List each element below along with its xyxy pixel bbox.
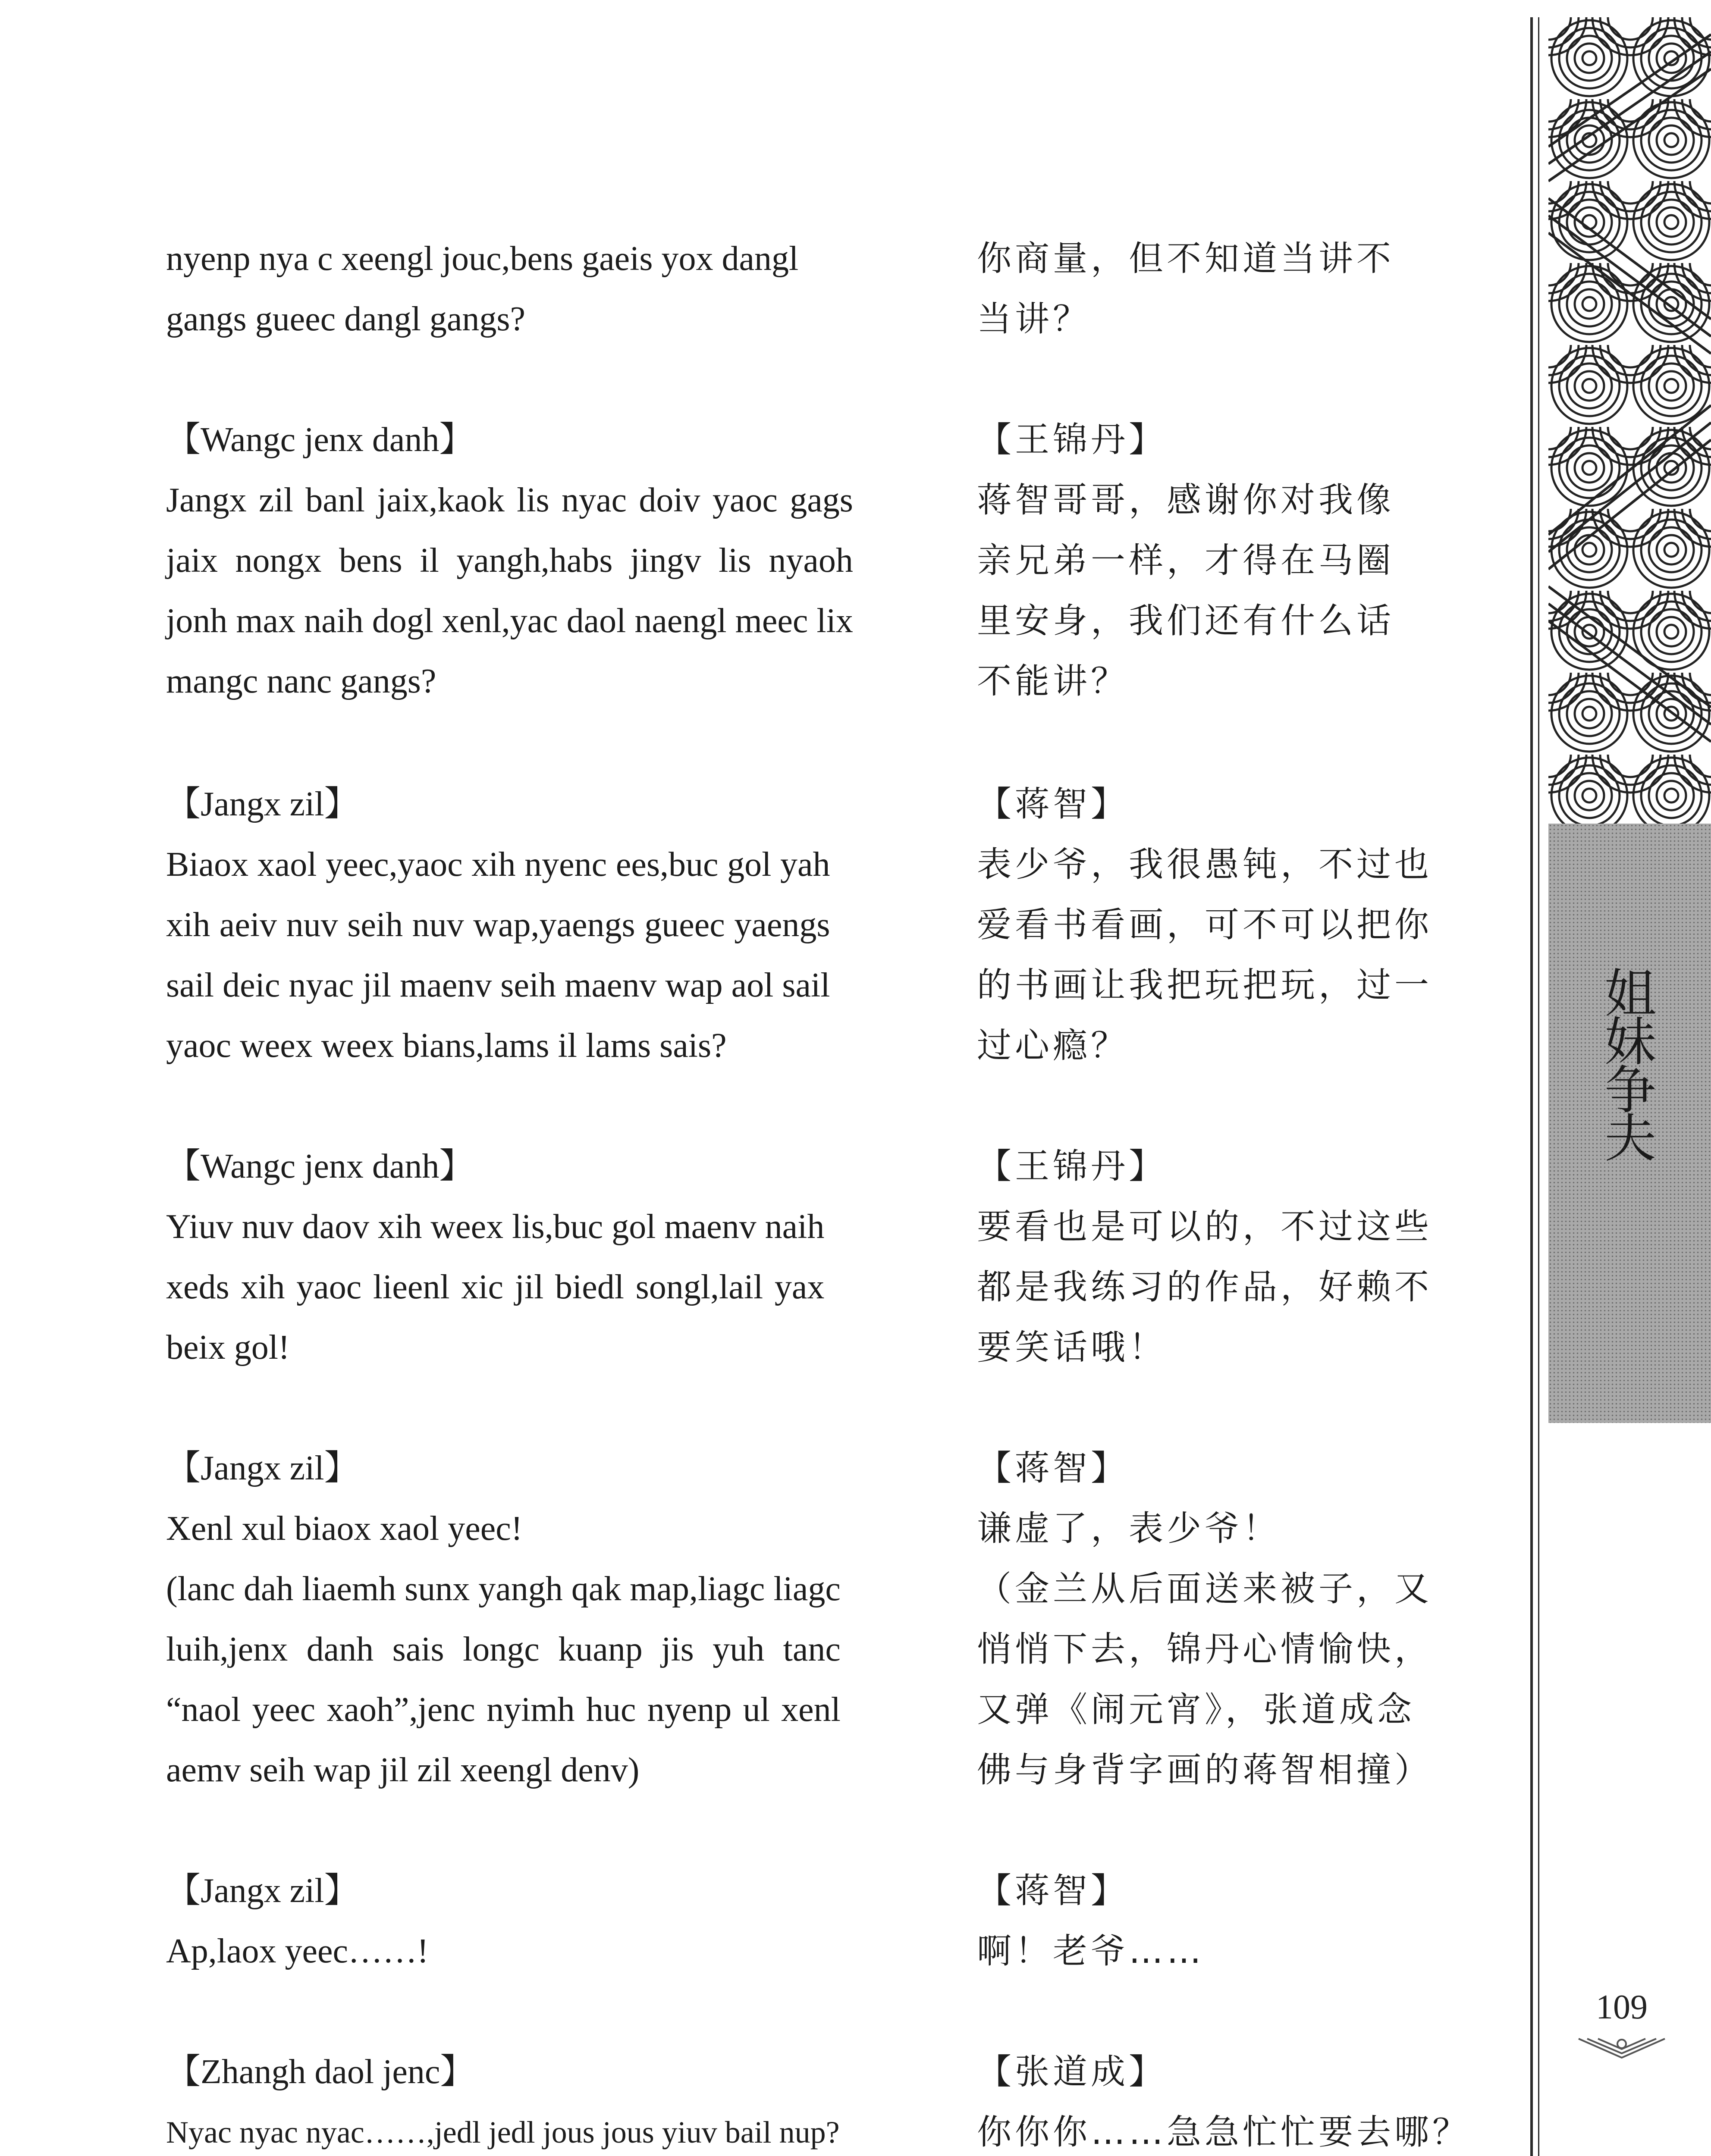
speaker-label: 【张道成】 — [977, 2052, 1167, 2092]
dong-paragraph-7 — [166, 2042, 840, 2156]
title-char: 争 — [1604, 1061, 1656, 1121]
speaker-label: 【Zhangh daol jenc】 — [166, 2053, 475, 2091]
text-line: 爱看书看画，可不可以把你 — [977, 905, 1432, 945]
speaker-label: 【蒋智】 — [977, 784, 1129, 824]
text-line: 啊！老爷…… — [977, 1931, 1205, 1971]
chinese-paragraph-3 — [977, 774, 1432, 1076]
title-char: 妹 — [1604, 1012, 1656, 1072]
text-line: yaoc weex weex bians,lams il lams sais? — [166, 1027, 727, 1065]
text-line: Biaox xaol yeec,yaoc xih nyenc ees,buc gol yah — [166, 846, 830, 884]
dong-paragraph-2 — [166, 410, 853, 711]
text-line: 又弹《闹元宵》，张道成念 — [977, 1689, 1415, 1730]
border-line — [1538, 17, 1539, 2156]
text-line: 亲兄弟一样，才得在马圈 — [977, 540, 1394, 580]
speaker-label: 【Jangx zil】 — [166, 1449, 359, 1487]
dong-paragraph-3 — [166, 774, 830, 1076]
dong-paragraph-5 — [166, 1438, 841, 1800]
speaker-label: 【王锦丹】 — [977, 1146, 1167, 1186]
chinese-paragraph-1 — [977, 229, 1394, 349]
text-line: 你商量，但不知道当讲不 — [977, 238, 1394, 279]
border-line — [1530, 17, 1533, 2156]
text-line: 佛与身背字画的蒋智相撞） — [977, 1750, 1432, 1790]
text-line: xih aeiv nuv seih nuv wap,yaengs gueec yaengs — [166, 906, 830, 944]
text-line: 你你你……急急忙忙要去哪？ — [977, 2112, 1470, 2152]
text-line: 悄悄下去，锦丹心情愉快， — [977, 1629, 1432, 1669]
title-char: 姐 — [1604, 964, 1656, 1024]
text-line: aemv seih wap jil zil xeengl denv) — [166, 1751, 640, 1789]
speaker-label: 【蒋智】 — [977, 1871, 1129, 1911]
chinese-paragraph-2 — [977, 410, 1394, 711]
chinese-paragraph-4 — [977, 1136, 1432, 1378]
text-line: （金兰从后面送来被子，又 — [977, 1569, 1432, 1609]
text-line: 要笑话哦！ — [977, 1327, 1167, 1367]
speaker-label: 【Jangx zil】 — [166, 785, 359, 823]
text-line: beix gol! — [166, 1329, 290, 1366]
text-line: 的书画让我把玩把玩，过一 — [977, 965, 1432, 1005]
chinese-paragraph-7 — [977, 2042, 1470, 2156]
text-line: luih,jenx danh sais longc kuanp jis yuh tanc — [166, 1630, 841, 1668]
text-line: Xenl xul biaox xaol yeec! — [166, 1510, 523, 1548]
text-line: Yiuv nuv daov xih weex lis,buc gol maenv naih — [166, 1208, 825, 1246]
text-line: Nyac nyac nyac……,jedl jedl jous jous yiuv bail nup? — [166, 2115, 840, 2150]
speaker-label: 【Wangc jenx danh】 — [166, 1147, 474, 1185]
page-number-ornament-icon — [1574, 2035, 1669, 2061]
text-line: 里安身，我们还有什么话 — [977, 601, 1394, 641]
chinese-paragraph-6 — [977, 1861, 1205, 1981]
title-char: 夫 — [1604, 1109, 1656, 1169]
page-number: 109 — [1596, 1988, 1648, 2026]
dong-paragraph-4 — [166, 1136, 824, 1378]
text-line: 不能讲？ — [977, 661, 1129, 701]
text-line: “naol yeec xaoh”,jenc nyimh huc nyenp ul xenl — [166, 1691, 841, 1729]
text-line: 过心瘾？ — [977, 1025, 1129, 1065]
text-line: 都是我练习的作品，好赖不 — [977, 1267, 1432, 1307]
speaker-label: 【蒋智】 — [977, 1448, 1129, 1488]
text-line: gangs gueec dangl gangs? — [166, 300, 526, 338]
text-line: jaix nongx bens il yangh,habs jingv lis nyaoh — [166, 542, 853, 580]
text-line: jonh max naih dogl xenl,yac daol naengl meec lix — [166, 602, 853, 640]
text-line: mangc nanc gangs? — [166, 662, 436, 700]
text-line: nyenp nya c xeengl jouc,bens gaeis yox dangl — [166, 240, 799, 278]
text-line: 谦虚了，表少爷！ — [977, 1508, 1281, 1548]
dong-paragraph-6 — [166, 1861, 429, 1981]
speaker-label: 【王锦丹】 — [977, 420, 1167, 460]
text-line: 蒋智哥哥，感谢你对我像 — [977, 480, 1394, 520]
speaker-label: 【Wangc jenx danh】 — [166, 421, 474, 459]
text-line: 要看也是可以的，不过这些 — [977, 1206, 1432, 1247]
text-line: Ap,laox yeec……! — [166, 1932, 429, 1970]
chinese-paragraph-5 — [977, 1438, 1432, 1800]
speaker-label: 【Jangx zil】 — [166, 1872, 359, 1910]
text-line: (lanc dah liaemh sunx yangh qak map,liagc liagc — [166, 1570, 841, 1608]
dong-paragraph-1 — [166, 229, 798, 349]
text-line: xeds xih yaoc lieenl xic jil biedl songl,lail yax — [166, 1268, 825, 1306]
text-line: 表少爷，我很愚钝，不过也 — [977, 844, 1432, 884]
chapter-title-vertical — [1596, 964, 1665, 1169]
wave-pattern-ornament — [1548, 17, 1711, 824]
text-line: sail deic nyac jil maenv seih maenv wap aol sail — [166, 966, 830, 1004]
text-line: Jangx zil banl jaix,kaok lis nyac doiv yaoc gags — [166, 481, 853, 519]
text-line: 当讲？ — [977, 299, 1091, 339]
